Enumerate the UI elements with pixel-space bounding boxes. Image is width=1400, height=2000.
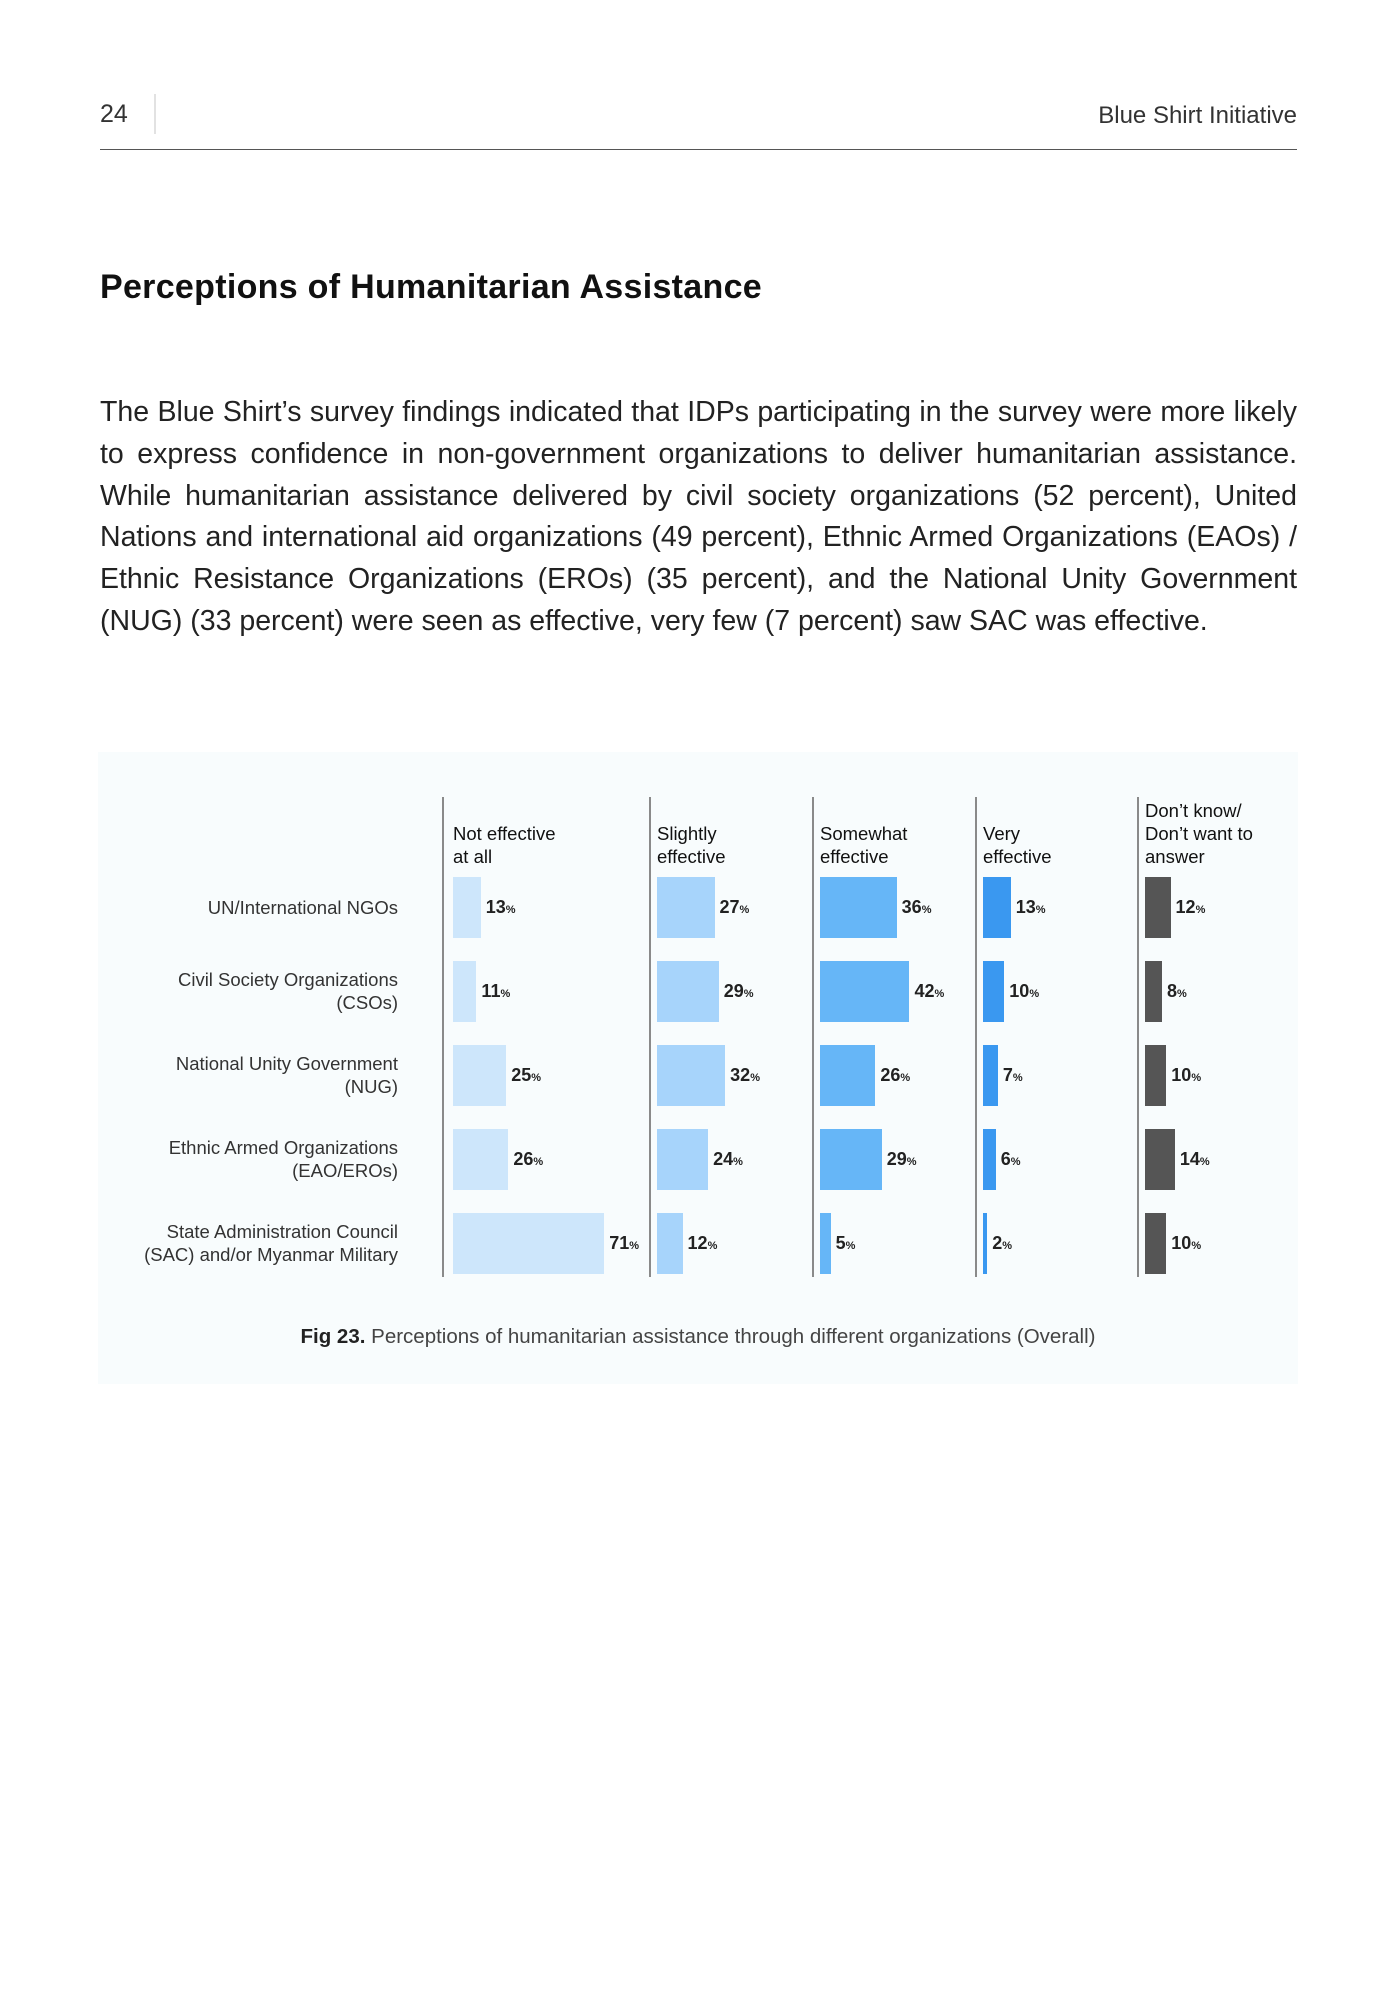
- column-header-line: Not effective: [453, 823, 556, 844]
- percent-sign: %: [1029, 988, 1040, 1000]
- column-divider-1: [649, 797, 651, 1277]
- percent-sign: %: [934, 988, 945, 1000]
- column-header-4: [1145, 799, 1253, 868]
- bar-label-0-2: [511, 1065, 541, 1088]
- bar-0-2: [453, 1045, 506, 1106]
- bar-1-2: [657, 1045, 725, 1106]
- row-label-4: [78, 1220, 398, 1266]
- column-header-3: [983, 822, 1052, 868]
- bar-label-1-2: [730, 1065, 760, 1088]
- bar-1-4: [657, 1213, 683, 1274]
- row-label-3: [78, 1136, 398, 1182]
- bar-2-2: [820, 1045, 875, 1106]
- bar-value: 25: [511, 1065, 532, 1085]
- bar-value: 10: [1171, 1233, 1192, 1253]
- column-header-line: Don’t know/: [1145, 800, 1242, 821]
- percent-sign: %: [1195, 904, 1206, 916]
- figure-23: [98, 752, 1298, 1384]
- bar-4-3: [1145, 1129, 1175, 1190]
- percent-sign: %: [906, 1156, 917, 1168]
- bar-2-1: [820, 961, 909, 1022]
- bar-label-1-4: [688, 1233, 718, 1256]
- column-header-line: Don’t want to: [1145, 823, 1253, 844]
- bar-value: 32: [730, 1065, 751, 1085]
- bar-value: 8: [1167, 981, 1178, 1001]
- percent-sign: %: [505, 904, 516, 916]
- column-divider-4: [1137, 797, 1139, 1277]
- column-divider-0: [442, 797, 444, 1277]
- row-label-line: UN/International NGOs: [207, 896, 398, 918]
- column-header-2: [820, 822, 907, 868]
- bar-value: 26: [513, 1149, 534, 1169]
- bar-label-4-4: [1171, 1233, 1201, 1256]
- percent-sign: %: [1035, 904, 1046, 916]
- column-header-line: Somewhat: [820, 823, 908, 844]
- percent-sign: %: [533, 1156, 544, 1168]
- bar-label-0-4: [609, 1233, 639, 1256]
- bar-0-1: [453, 961, 476, 1022]
- bar-value: 36: [901, 897, 922, 917]
- bar-label-3-3: [1001, 1149, 1021, 1172]
- bar-value: 13: [485, 897, 506, 917]
- column-header-line: effective: [983, 846, 1052, 867]
- row-label-2: [78, 1052, 398, 1098]
- percent-sign: %: [1010, 1156, 1021, 1168]
- row-label-line: (EAO/EROs): [292, 1160, 398, 1181]
- bar-value: 6: [1000, 1149, 1011, 1169]
- percent-sign: %: [1012, 1072, 1023, 1084]
- bar-label-3-1: [1009, 981, 1039, 1004]
- bar-0-3: [453, 1129, 508, 1190]
- bar-value: 7: [1002, 1065, 1013, 1085]
- bar-label-2-3: [887, 1149, 917, 1172]
- bar-2-0: [820, 877, 897, 938]
- percent-sign: %: [1199, 1156, 1210, 1168]
- percent-sign: %: [845, 1240, 856, 1252]
- percent-sign: %: [1002, 1240, 1013, 1252]
- row-label-0: [78, 896, 398, 919]
- bar-0-0: [453, 877, 481, 938]
- bar-3-2: [983, 1045, 998, 1106]
- bar-value: 42: [914, 981, 935, 1001]
- column-divider-2: [812, 797, 814, 1277]
- bar-label-3-2: [1003, 1065, 1023, 1088]
- column-header-line: answer: [1145, 846, 1205, 867]
- body-paragraph: The Blue Shirt’s survey findings indicated that IDPs participating in the survey were more likely to express confidence in non-government organizations to deliver humanitarian assistance. While humanitarian assistance delivered by civil society organizations (52 percent), United Nations and international aid organizations (49 percent), Ethnic Armed Organizations (EAOs) / Ethnic Resistance Organizations (EROs) (35 percent), and the National Unity Government (NUG) (33 percent) were seen as effective, very few (7 percent) saw SAC was effective.: [100, 396, 1297, 637]
- row-label-1: [78, 968, 398, 1014]
- bar-3-3: [983, 1129, 996, 1190]
- percent-sign: %: [629, 1240, 640, 1252]
- percent-sign: %: [739, 904, 750, 916]
- bar-label-0-1: [481, 981, 510, 1004]
- bar-value: 29: [886, 1149, 907, 1169]
- row-label-line: (SAC) and/or Myanmar Military: [144, 1244, 398, 1265]
- bar-label-0-3: [513, 1149, 543, 1172]
- column-divider-3: [975, 797, 977, 1277]
- percent-sign: %: [707, 1240, 718, 1252]
- bar-value: 12: [1175, 897, 1196, 917]
- percent-sign: %: [531, 1072, 542, 1084]
- row-label-line: Civil Society Organizations: [177, 969, 398, 990]
- column-header-line: Very: [983, 823, 1021, 844]
- bar-3-0: [983, 877, 1011, 938]
- row-label-line: Ethnic Armed Organizations: [168, 1137, 398, 1158]
- bar-value: 27: [719, 897, 740, 917]
- bar-label-1-1: [724, 981, 754, 1004]
- bar-label-4-3: [1180, 1149, 1210, 1172]
- bar-4-4: [1145, 1213, 1166, 1274]
- bar-value: 10: [1009, 981, 1030, 1001]
- bar-label-4-2: [1171, 1065, 1201, 1088]
- percent-sign: %: [1191, 1072, 1202, 1084]
- running-title: Blue Shirt Initiative: [1098, 102, 1297, 129]
- row-label-line: (CSOs): [336, 992, 398, 1013]
- column-header-line: effective: [657, 846, 726, 867]
- column-header-0: [453, 822, 556, 868]
- bar-label-4-1: [1167, 981, 1187, 1004]
- bar-label-0-0: [486, 897, 516, 920]
- percent-sign: %: [921, 904, 932, 916]
- figure-caption: [98, 1325, 1298, 1349]
- bar-value: 10: [1171, 1065, 1192, 1085]
- bar-label-2-1: [914, 981, 944, 1004]
- percent-sign: %: [743, 988, 754, 1000]
- percent-sign: %: [1191, 1240, 1202, 1252]
- row-label-line: State Administration Council: [166, 1221, 398, 1242]
- bar-value: 13: [1015, 897, 1036, 917]
- bar-label-3-0: [1016, 897, 1046, 920]
- bar-3-1: [983, 961, 1004, 1022]
- bar-value: 29: [723, 981, 744, 1001]
- bar-3-4: [983, 1213, 987, 1274]
- bar-label-4-0: [1176, 897, 1206, 920]
- bar-label-1-0: [720, 897, 750, 920]
- row-label-line: (NUG): [344, 1076, 398, 1097]
- bar-4-2: [1145, 1045, 1166, 1106]
- header-separator: [154, 94, 156, 134]
- bar-1-3: [657, 1129, 708, 1190]
- caption-text: Perceptions of humanitarian assistance through different organizations (Overall): [371, 1325, 1096, 1348]
- bar-4-1: [1145, 961, 1162, 1022]
- page-header: [100, 98, 1297, 150]
- bar-label-2-0: [902, 897, 932, 920]
- column-header-1: [657, 822, 726, 868]
- percent-sign: %: [900, 1072, 911, 1084]
- bar-4-0: [1145, 877, 1171, 938]
- column-header-line: Slightly: [657, 823, 717, 844]
- bar-2-4: [820, 1213, 831, 1274]
- percent-sign: %: [733, 1156, 743, 1168]
- bar-value: 14: [1179, 1149, 1200, 1169]
- bar-value: 5: [835, 1233, 846, 1253]
- bar-2-3: [820, 1129, 882, 1190]
- column-header-line: effective: [820, 846, 889, 867]
- caption-label: Fig 23.: [300, 1325, 366, 1348]
- bar-1-0: [657, 877, 715, 938]
- row-label-line: National Unity Government: [175, 1053, 398, 1074]
- bar-label-2-2: [880, 1065, 910, 1088]
- bar-value: 12: [687, 1233, 708, 1253]
- section-title: Perceptions of Humanitarian Assistance: [100, 268, 762, 306]
- bar-value: 26: [880, 1065, 901, 1085]
- percent-sign: %: [1177, 988, 1187, 1000]
- bar-value: 11: [481, 981, 501, 1001]
- page-number: 24: [100, 100, 128, 128]
- bar-0-4: [453, 1213, 604, 1274]
- bar-value: 71: [609, 1233, 630, 1253]
- bar-label-1-3: [713, 1149, 743, 1172]
- column-header-line: at all: [453, 846, 493, 867]
- bar-label-2-4: [836, 1233, 856, 1256]
- bar-value: 24: [713, 1149, 734, 1169]
- bar-1-1: [657, 961, 719, 1022]
- bar-label-3-4: [992, 1233, 1012, 1256]
- percent-sign: %: [500, 988, 511, 1000]
- bar-value: 2: [992, 1233, 1003, 1253]
- percent-sign: %: [750, 1072, 760, 1084]
